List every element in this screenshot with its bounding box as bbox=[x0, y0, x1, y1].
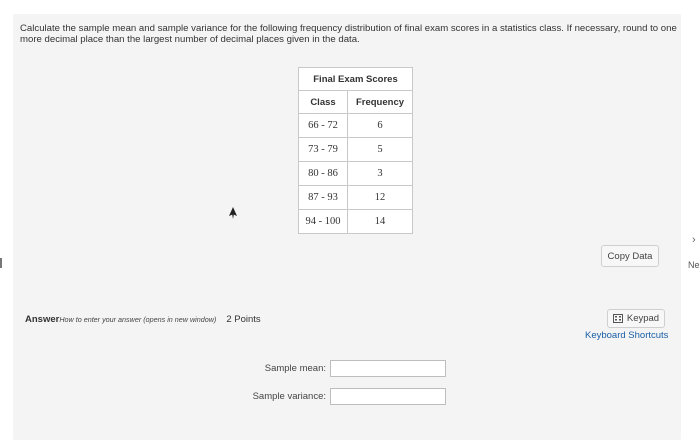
points-label: 2 Points bbox=[226, 314, 261, 325]
question-text: Calculate the sample mean and sample variance for the following frequency distribution of final exam scores in a statistics class. If necessary, round to one more decimal place than the largest number of decimal places given in the data. bbox=[20, 23, 677, 45]
copy-data-button[interactable]: Copy Data bbox=[601, 245, 659, 267]
column-header-frequency: Frequency bbox=[348, 91, 413, 114]
keypad-icon bbox=[613, 314, 623, 323]
keypad-label: Keypad bbox=[626, 313, 660, 324]
next-arrow-icon[interactable]: › bbox=[692, 234, 696, 246]
next-button-label[interactable]: Ne bbox=[688, 260, 700, 270]
answer-header bbox=[25, 314, 261, 325]
column-header-class: Class bbox=[299, 91, 348, 114]
table-row bbox=[299, 210, 413, 234]
sample-mean-input[interactable] bbox=[330, 360, 446, 377]
sample-mean-label: Sample mean: bbox=[264, 363, 326, 374]
frequency-cell: 12 bbox=[348, 186, 413, 210]
previous-edge-mark bbox=[0, 258, 5, 268]
frequency-cell: 5 bbox=[348, 138, 413, 162]
keypad-button[interactable] bbox=[607, 309, 665, 328]
keyboard-shortcuts-link[interactable]: Keyboard Shortcuts bbox=[585, 330, 669, 341]
class-cell: 66 - 72 bbox=[299, 114, 348, 138]
answer-label: Answer bbox=[25, 314, 60, 325]
frequency-table bbox=[298, 67, 413, 234]
class-cell: 80 - 86 bbox=[299, 162, 348, 186]
class-cell: 94 - 100 bbox=[299, 210, 348, 234]
table-row bbox=[299, 138, 413, 162]
sample-variance-input[interactable] bbox=[330, 388, 446, 405]
table-row bbox=[299, 162, 413, 186]
class-cell: 73 - 79 bbox=[299, 138, 348, 162]
pointer-cursor-icon bbox=[228, 207, 238, 219]
answer-help-link[interactable]: How to enter your answer (opens in new window) bbox=[59, 315, 217, 324]
class-cell: 87 - 93 bbox=[299, 186, 348, 210]
table-row bbox=[299, 114, 413, 138]
table-row bbox=[299, 186, 413, 210]
table-caption-row bbox=[299, 68, 413, 91]
frequency-cell: 14 bbox=[348, 210, 413, 234]
table-header-row bbox=[299, 91, 413, 114]
sample-variance-label: Sample variance: bbox=[252, 391, 326, 402]
frequency-cell: 3 bbox=[348, 162, 413, 186]
frequency-cell: 6 bbox=[348, 114, 413, 138]
table-caption: Final Exam Scores bbox=[299, 68, 413, 91]
